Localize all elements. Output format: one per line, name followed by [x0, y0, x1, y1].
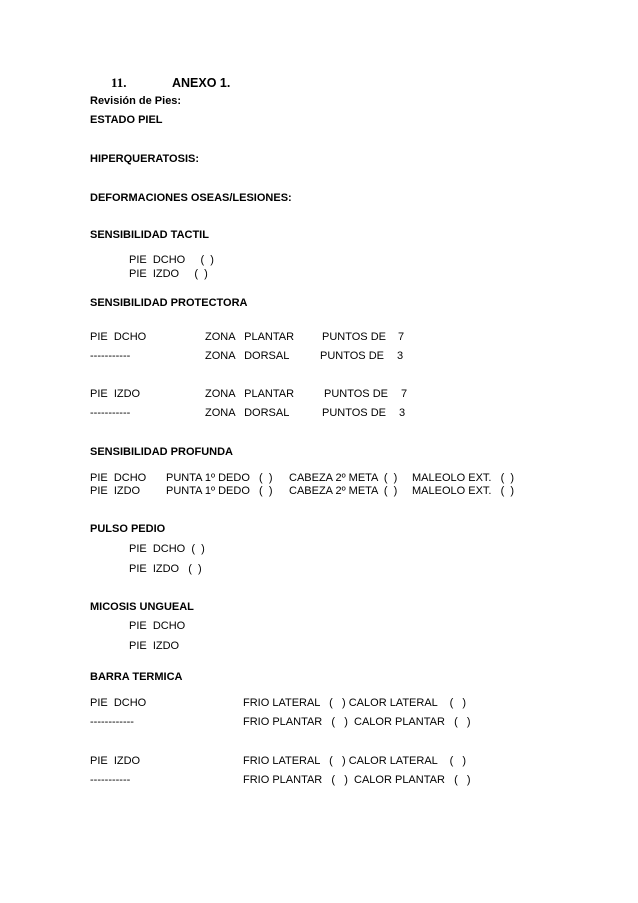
bt-izdo-frio-plantar: FRIO PLANTAR ( ) CALOR PLANTAR ( ) [243, 774, 471, 786]
bt-izdo-dash: ----------- [90, 774, 131, 786]
bt-pie-izdo: PIE IZDO [90, 755, 141, 767]
spf-dcho-punta: PUNTA 1º DEDO ( ) [166, 472, 273, 484]
spf-izdo-punta: PUNTA 1º DEDO ( ) [166, 485, 273, 497]
deformaciones-label: DEFORMACIONES OSEAS/LESIONES: [90, 192, 292, 204]
hiperqueratosis-label: HIPERQUERATOSIS: [90, 153, 199, 165]
sp-pie-dcho: PIE DCHO [90, 331, 147, 343]
bt-dcho-dash: ------------ [90, 716, 134, 728]
sens-profunda-title: SENSIBILIDAD PROFUNDA [90, 446, 234, 458]
bt-pie-dcho: PIE DCHO [90, 697, 147, 709]
spf-izdo-maleolo: MALEOLO EXT. ( ) [412, 485, 515, 497]
sp-dcho-puntos-plantar: PUNTOS DE [322, 331, 386, 343]
sens-protectora-title: SENSIBILIDAD PROTECTORA [90, 297, 248, 309]
pulso-pedio-dcho: PIE DCHO ( ) [129, 543, 205, 555]
sp-dcho-zona-plantar: ZONA PLANTAR [205, 331, 295, 343]
spf-pie-dcho: PIE DCHO [90, 472, 147, 484]
sp-izdo-puntos-plantar: PUNTOS DE [324, 388, 388, 400]
bt-izdo-frio-lateral: FRIO LATERAL ( ) CALOR LATERAL ( ) [243, 755, 467, 767]
barra-termica-title: BARRA TERMICA [90, 671, 183, 683]
micosis-dcho: PIE DCHO [129, 620, 186, 632]
spf-dcho-cabeza: CABEZA 2º META ( ) [289, 472, 398, 484]
pulso-pedio-title: PULSO PEDIO [90, 523, 166, 535]
sp-izdo-val-dorsal: 3 [399, 407, 406, 419]
sp-izdo-puntos-dorsal: PUNTOS DE [322, 407, 386, 419]
bt-dcho-frio-lateral: FRIO LATERAL ( ) CALOR LATERAL ( ) [243, 697, 467, 709]
page-title: ANEXO 1. [172, 76, 231, 90]
micosis-title: MICOSIS UNGUEAL [90, 601, 194, 613]
sp-dcho-puntos-dorsal: PUNTOS DE [320, 350, 384, 362]
sp-dcho-val-plantar: 7 [398, 331, 405, 343]
estado-piel-label: ESTADO PIEL [90, 114, 163, 126]
spf-pie-izdo: PIE IZDO [90, 485, 141, 497]
bt-dcho-frio-plantar: FRIO PLANTAR ( ) CALOR PLANTAR ( ) [243, 716, 471, 728]
sp-dcho-val-dorsal: 3 [397, 350, 404, 362]
sp-izdo-dash: ----------- [90, 407, 131, 419]
micosis-izdo: PIE IZDO [129, 640, 180, 652]
subtitle: Revisión de Pies: [90, 95, 182, 107]
sens-tactil-title: SENSIBILIDAD TACTIL [90, 229, 209, 241]
spf-izdo-cabeza: CABEZA 2º META ( ) [289, 485, 398, 497]
sp-izdo-zona-dorsal: ZONA DORSAL [205, 407, 290, 419]
sens-tactil-izdo: PIE IZDO ( ) [129, 268, 208, 280]
sp-dcho-zona-dorsal: ZONA DORSAL [205, 350, 290, 362]
sp-pie-izdo: PIE IZDO [90, 388, 141, 400]
sens-tactil-dcho: PIE DCHO ( ) [129, 254, 214, 266]
pulso-pedio-izdo: PIE IZDO ( ) [129, 563, 202, 575]
sp-izdo-zona-plantar: ZONA PLANTAR [205, 388, 295, 400]
section-number: 11. [111, 75, 127, 90]
sp-dcho-dash: ----------- [90, 350, 131, 362]
sp-izdo-val-plantar: 7 [401, 388, 408, 400]
spf-dcho-maleolo: MALEOLO EXT. ( ) [412, 472, 515, 484]
